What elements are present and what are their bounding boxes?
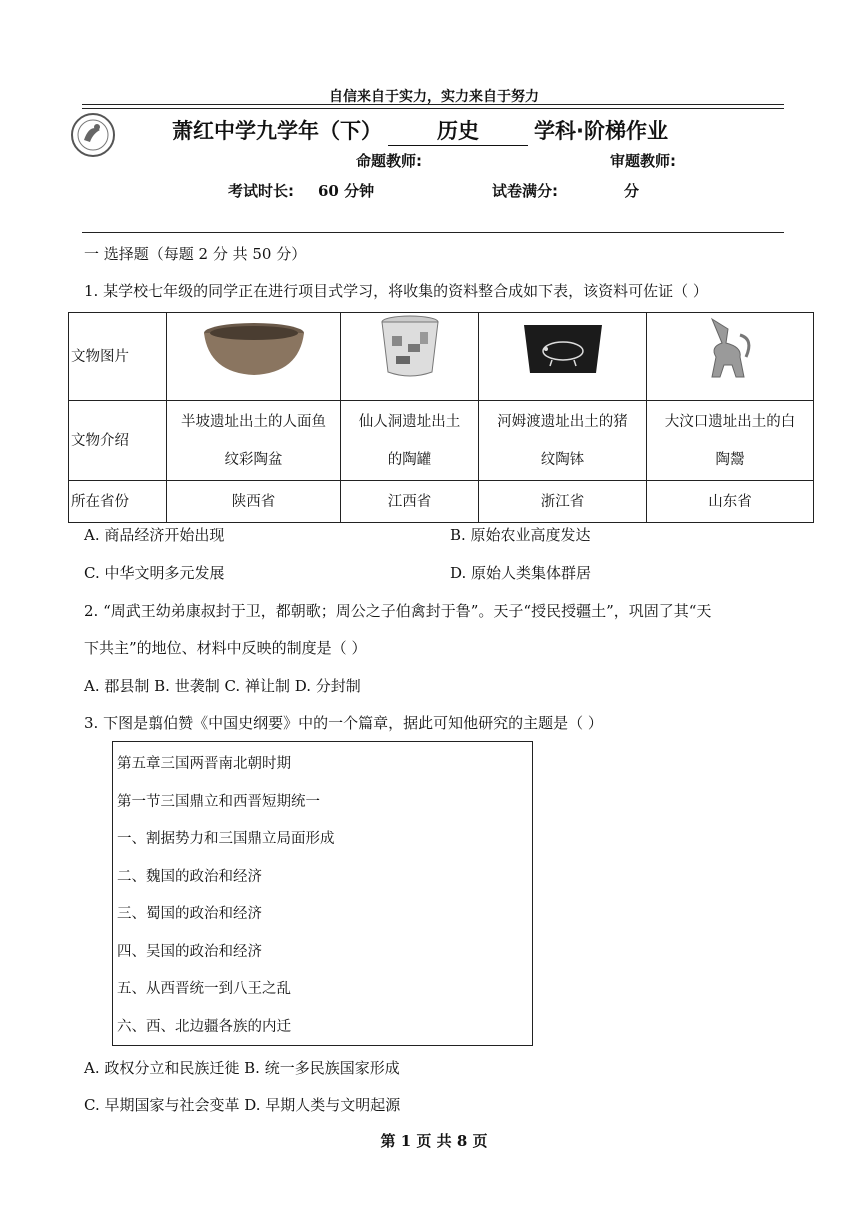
pottery-jar-icon bbox=[378, 372, 442, 388]
q2-options[interactable]: A. 郡县制 B. 世袭制 C. 禅让制 D. 分封制 bbox=[84, 677, 361, 695]
outline-line: 一、割据势力和三国鼎立局面形成 bbox=[117, 831, 335, 847]
relic-province: 陕西省 bbox=[167, 481, 341, 523]
outline-line: 三、蜀国的政治和经济 bbox=[117, 906, 262, 922]
school-logo-icon bbox=[70, 112, 116, 158]
duration-label: 考试时长: bbox=[228, 182, 294, 200]
relics-table bbox=[68, 312, 814, 523]
painted-basin-icon bbox=[199, 369, 309, 385]
title-suffix: 学科·阶梯作业 bbox=[534, 119, 668, 143]
section-rule bbox=[82, 232, 784, 233]
relic-image-cell bbox=[647, 313, 814, 401]
fullscore-unit: 分 bbox=[624, 182, 640, 200]
relic-province: 江西省 bbox=[341, 481, 479, 523]
q1-option-a[interactable]: A. 商品经济开始出现 bbox=[84, 526, 225, 544]
q1-option-b[interactable]: B. 原始农业高度发达 bbox=[450, 526, 591, 544]
relic-intro: 河姆渡遗址出土的猪 纹陶钵 bbox=[479, 401, 647, 481]
section-title: 一 选择题（每题 2 分 共 50 分） bbox=[84, 245, 307, 263]
outline-line: 六、西、北边疆各族的内迁 bbox=[117, 1019, 291, 1035]
title-prefix: 萧红中学九学年（下） bbox=[172, 119, 382, 143]
reviewer-label: 审题教师: bbox=[610, 152, 676, 170]
relic-province: 浙江省 bbox=[479, 481, 647, 523]
relic-image-cell bbox=[479, 313, 647, 401]
outline-line: 第一节三国鼎立和西晋短期统一 bbox=[117, 794, 320, 810]
subject-field: 历史 bbox=[388, 115, 528, 146]
q3-options-row2[interactable]: C. 早期国家与社会变革 D. 早期人类与文明起源 bbox=[84, 1096, 401, 1114]
outline-line: 第五章三国两晋南北朝时期 bbox=[117, 756, 291, 772]
header-rule-thin bbox=[82, 108, 784, 109]
outline-line: 五、从西晋统一到八王之乱 bbox=[117, 981, 291, 997]
q1-option-d[interactable]: D. 原始人类集体群居 bbox=[450, 564, 592, 582]
pig-bowl-icon bbox=[520, 365, 606, 381]
table-row bbox=[69, 481, 814, 523]
setter-label: 命题教师: bbox=[356, 152, 422, 170]
relic-image-cell bbox=[341, 313, 479, 401]
table-row bbox=[69, 313, 814, 401]
motto: 自信来自于实力，实力来自于努力 bbox=[329, 89, 539, 105]
page-title bbox=[172, 115, 668, 146]
row-label: 所在省份 bbox=[69, 481, 167, 523]
page-number: 第 1 页 共 8 页 bbox=[380, 1132, 488, 1150]
fullscore-label: 试卷满分: bbox=[492, 182, 558, 200]
relic-intro: 大汶口遗址出土的白 陶鬶 bbox=[647, 401, 814, 481]
table-row bbox=[69, 401, 814, 481]
relic-province: 山东省 bbox=[647, 481, 814, 523]
duration-value: 60 分钟 bbox=[318, 182, 375, 200]
outline-line: 二、魏国的政治和经济 bbox=[117, 869, 262, 885]
relic-intro: 半坡遗址出土的人面鱼 纹彩陶盆 bbox=[167, 401, 341, 481]
header-rule bbox=[82, 104, 784, 105]
outline-line: 四、吴国的政治和经济 bbox=[117, 944, 262, 960]
chapter-outline-box bbox=[112, 741, 533, 1046]
row-label: 文物介绍 bbox=[69, 401, 167, 481]
q1-option-c[interactable]: C. 中华文明多元发展 bbox=[84, 564, 225, 582]
row-label: 文物图片 bbox=[69, 313, 167, 401]
white-pottery-gui-icon bbox=[702, 373, 758, 389]
q3-stem: 3. 下图是翦伯赞《中国史纲要》中的一个篇章，据此可知他研究的主题是（ ） bbox=[84, 714, 603, 732]
q2-stem-line1: 2. “周武王幼弟康叔封于卫，都朝歌；周公之子伯禽封于鲁”。天子“授民授疆土”，巩固了其“天 bbox=[84, 602, 712, 620]
q3-options-row1[interactable]: A. 政权分立和民族迁徙 B. 统一多民族国家形成 bbox=[84, 1059, 400, 1077]
q1-stem: 1. 某学校七年级的同学正在进行项目式学习，将收集的资料整合成如下表，该资料可佐证（ ） bbox=[84, 282, 708, 300]
relic-image-cell bbox=[167, 313, 341, 401]
relic-intro: 仙人洞遗址出土 的陶罐 bbox=[341, 401, 479, 481]
q2-stem-line2: 下共主”的地位、材料中反映的制度是（ ） bbox=[84, 639, 367, 657]
